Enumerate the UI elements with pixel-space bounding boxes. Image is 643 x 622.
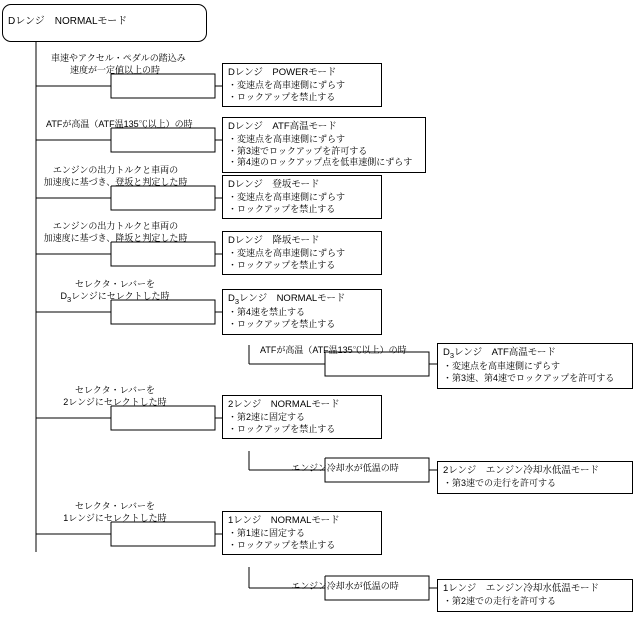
- node-line: ・変速点を高車速側にずらす: [228, 192, 346, 203]
- node-line: ・ロックアップを禁止する: [228, 539, 336, 550]
- node-d3-normal-mode: [222, 289, 382, 335]
- node-title: Dレンジ 登坂モード: [228, 179, 320, 190]
- condition-c7: [51, 385, 179, 408]
- node-line: ・第3速、第4速でロックアップを許可する: [443, 373, 615, 383]
- node-title: Dレンジ ATF高温モード: [228, 121, 337, 132]
- condition-c9-line-1: セレクタ・レバーを: [74, 501, 155, 511]
- node-title: Dレンジ POWERモード: [228, 67, 337, 78]
- condition-c9-line-2: 1レンジにセレクトした時: [63, 512, 167, 523]
- node-line: ・ロックアップを禁止する: [228, 203, 336, 214]
- condition-c5-line-2: $D_3$レンジにセレクトした時: [60, 290, 170, 304]
- condition-c2-line-1: ATFが高温（ATF温135℃以上）の時: [46, 119, 193, 129]
- condition-c7-line-1: セレクタ・レバーを: [74, 385, 155, 395]
- node-root: [2, 4, 207, 42]
- node-line: ・ロックアップを禁止する: [228, 423, 336, 434]
- node-1-coolant-low-temp-mode: [437, 579, 633, 612]
- node-line: ・第1速に固定する: [228, 528, 306, 539]
- condition-c2: [46, 119, 193, 131]
- node-2-normal-mode: [222, 395, 382, 439]
- condition-c10: [280, 581, 410, 593]
- node-line: ・変速点を高車速側にずらす: [228, 248, 346, 259]
- node-line: ・第3速でロックアップを許可する: [228, 145, 368, 156]
- node-d3-atf-high-temp-mode: [437, 343, 633, 389]
- node-line: ・ロックアップを禁止する: [228, 259, 336, 270]
- node-d-uphill-mode: [222, 175, 382, 219]
- node-d-downhill-mode: [222, 231, 382, 275]
- condition-c6-line-1: ATFが高温（ATF温135℃以上）の時: [260, 345, 407, 355]
- condition-c4-line-1: エンジンの出力トルクと車両の: [52, 221, 179, 231]
- condition-c6: [260, 345, 407, 357]
- node-d-atf-high-temp-mode: [222, 117, 426, 173]
- node-line: ・第4速を禁止する: [228, 307, 306, 318]
- condition-c1-line-2: 速度が一定値以上の時: [69, 64, 160, 75]
- node-title: $D_3$レンジ NORMALモード: [228, 293, 346, 306]
- node-line: ・ロックアップを禁止する: [228, 91, 336, 102]
- condition-c1-line-1: 車速やアクセル・ペダルの踏込み: [51, 53, 186, 63]
- node-title: 2レンジ NORMALモード: [228, 399, 340, 410]
- node-title: $D_3$レンジ ATF高温モード: [443, 347, 556, 360]
- condition-c5-line-1: セレクタ・レバーを: [74, 279, 155, 289]
- condition-c1: [51, 53, 186, 76]
- condition-c8-line-1: エンジン冷却水が低温の時: [291, 463, 399, 473]
- node-line: ・ロックアップを禁止する: [228, 319, 336, 329]
- node-title: Dレンジ 降坂モード: [228, 235, 320, 246]
- node-line: ・変速点を高車速側にずらす: [443, 361, 561, 372]
- condition-c4: [43, 221, 188, 244]
- node-2-coolant-low-temp-mode: [437, 461, 633, 494]
- node-line: ・第2速に固定する: [228, 412, 306, 423]
- node-line: ・第3速での走行を許可する: [443, 478, 557, 489]
- node-line: ・変速点を高車速側にずらす: [228, 134, 346, 145]
- condition-c9: [51, 501, 179, 524]
- condition-c4-line-2: 加速度に基づき、降坂と判定した時: [43, 232, 188, 243]
- condition-c3-line-2: 加速度に基づき、登坂と判定した時: [43, 176, 188, 187]
- condition-c3: [43, 165, 188, 188]
- node-line: ・第4速のロックアップ点を低車速側にずらす: [228, 157, 413, 168]
- condition-c5: [51, 279, 179, 304]
- condition-c8: [280, 463, 410, 475]
- node-title: 1レンジ エンジン冷却水低温モード: [443, 583, 599, 594]
- node-title: 1レンジ NORMALモード: [228, 515, 340, 526]
- condition-c3-line-1: エンジンの出力トルクと車両の: [52, 165, 179, 175]
- condition-c7-line-2: 2レンジにセレクトした時: [63, 396, 167, 407]
- node-root-title: Dレンジ NORMALモード: [8, 16, 128, 28]
- node-title: 2レンジ エンジン冷却水低温モード: [443, 465, 599, 476]
- condition-c10-line-1: エンジン冷却水が低温の時: [291, 581, 399, 591]
- node-d-power-mode: [222, 63, 382, 107]
- node-line: ・第2速での走行を許可する: [443, 596, 557, 607]
- node-line: ・変速点を高車速側にずらす: [228, 80, 346, 91]
- node-1-normal-mode: [222, 511, 382, 555]
